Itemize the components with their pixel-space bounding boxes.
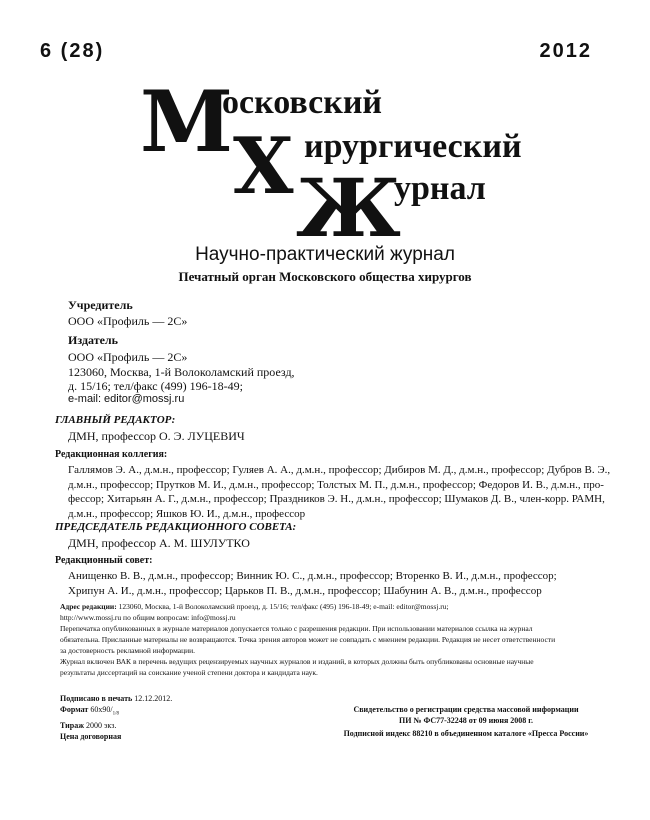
vak-line-2: результаты диссертаций на соискание ученой степени доктора и кандидата наук. <box>60 668 318 677</box>
journal-subtitle: Научно-практический журнал <box>195 244 455 265</box>
web-line: http://www.mossj.ru по общим вопросам: info@mossj.ru <box>60 613 236 622</box>
editorial-board-line: Галлямов Э. А., д.м.н., профессор; Гуляев А. А., д.м.н., профессор; Дибиров М. Д., д.м.н., профессор; Дубров В. Э., <box>68 464 611 476</box>
publisher-address-1: 123060, Москва, 1-й Волоколамский проезд, <box>68 365 295 379</box>
council-list <box>68 569 628 598</box>
address-label: Адрес редакции: <box>60 602 117 611</box>
editorial-board-line: д.м.н., профессор; Яшков Ю. И., д.м.н., профессор <box>68 507 306 520</box>
masthead-letter-h: Х <box>233 121 294 212</box>
reprint-line-2: обязательна. Присланные материалы не возвращаются. Точка зрения авторов может не совпадать с мнением редакции. Редакция не несет ответственности <box>60 635 556 644</box>
chief-editor-value: ДМН, профессор О. Э. ЛУЦЕВИЧ <box>68 429 245 443</box>
registration-block <box>336 704 596 739</box>
council-label: Редакционный совет: <box>55 555 153 566</box>
run-line <box>60 720 260 731</box>
address-line <box>60 601 600 612</box>
registration-line-2: ПИ № ФС77-32248 от 09 июня 2008 г. <box>398 716 533 725</box>
reprint-line-1: Перепечатка опубликованных в журнале материалов допускается только с разрешения редакции. При использовании материалов ссылка на журнал <box>60 624 533 633</box>
reprint-line-3: за достоверность рекламной информации. <box>60 646 196 655</box>
council-line: Анищенко В. В., д.м.н., профессор; Винник Ю. С., д.м.н., профессор; Вторенко В. И., д.м.н., профессор; <box>68 570 557 582</box>
vak-line-1: Журнал включен ВАК в перечень ведущих рецензируемых научных журналов и изданий, в которых должны быть опубликованы основные научные <box>60 657 534 666</box>
journal-organ: Печатный орган Московского общества хирургов <box>178 269 472 284</box>
issue-number: 6 (28) <box>40 40 105 62</box>
price-line <box>60 731 260 742</box>
masthead-letter-zh: Ж <box>296 161 401 255</box>
publisher-name: ООО «Профиль — 2С» <box>68 350 188 364</box>
signed-line <box>60 693 260 704</box>
format-value: 60х90/ <box>90 705 113 714</box>
founder-value: ООО «Профиль — 2С» <box>68 314 188 328</box>
format-label: Формат <box>60 705 89 714</box>
registration-line-1: Свидетельство о регистрации средства массовой информации <box>353 705 579 714</box>
founder-label: Учредитель <box>68 298 133 312</box>
signed-value: 12.12.2012. <box>134 694 173 703</box>
council-chair-label: ПРЕДСЕДАТЕЛЬ РЕДАКЦИОННОГО СОВЕТА: <box>55 521 297 533</box>
signed-label: Подписано в печать <box>60 694 133 703</box>
editorial-board-label: Редакционная коллегия: <box>55 449 168 460</box>
chief-editor-label: ГЛАВНЫЙ РЕДАКТОР: <box>55 414 176 426</box>
masthead-word-1: осковский <box>222 84 383 121</box>
masthead-word-2: ирургический <box>304 128 522 165</box>
registration-line-3: Подписной индекс 88210 в объединенном каталоге «Пресса России» <box>343 729 589 738</box>
publisher-label: Издатель <box>68 333 118 347</box>
publisher-email: e-mail: editor@mossj.ru <box>68 393 185 405</box>
editorial-board-line: фессор; Хитарьян А. Г., д.м.н., профессор; Праздников Э. Н., д.м.н., профессор; Шумаков Д. В., член-корр. РАМН, <box>68 493 605 505</box>
editorial-board-list <box>68 463 628 521</box>
format-line <box>60 704 260 720</box>
masthead-word-3: урнал <box>394 170 486 207</box>
council-line: Хрипун А. И., д.м.н., профессор; Царьков П. В., д.м.н., профессор; Шабунин А. В., д.м.н., профессор <box>68 584 542 597</box>
issue-year: 2012 <box>539 40 592 62</box>
fineprint-block <box>60 601 600 678</box>
run-value: 2000 экз. <box>86 720 117 730</box>
imprint-block <box>60 693 260 742</box>
publisher-address-2: д. 15/16; тел/факс (499) 196-18-49; <box>68 379 243 393</box>
address-text: 123060, Москва, 1-й Волоколамский проезд, д. 15/16; тел/факс (495) 196-18-49; e-mail: editor@mossj.ru; <box>116 602 449 611</box>
masthead-letter-m: М <box>140 72 233 171</box>
format-sub: 1/8 <box>112 711 119 717</box>
council-chair-value: ДМН, профессор А. М. ШУЛУТКО <box>68 536 250 550</box>
price-text: Цена договорная <box>60 731 122 741</box>
editorial-board-line: д.м.н., профессор; Прутков М. И., д.м.н., профессор; Толстых М. П., д.м.н., профессор; Федоров И. В., д.м.н., про- <box>68 478 604 491</box>
run-label: Тираж <box>60 720 84 730</box>
